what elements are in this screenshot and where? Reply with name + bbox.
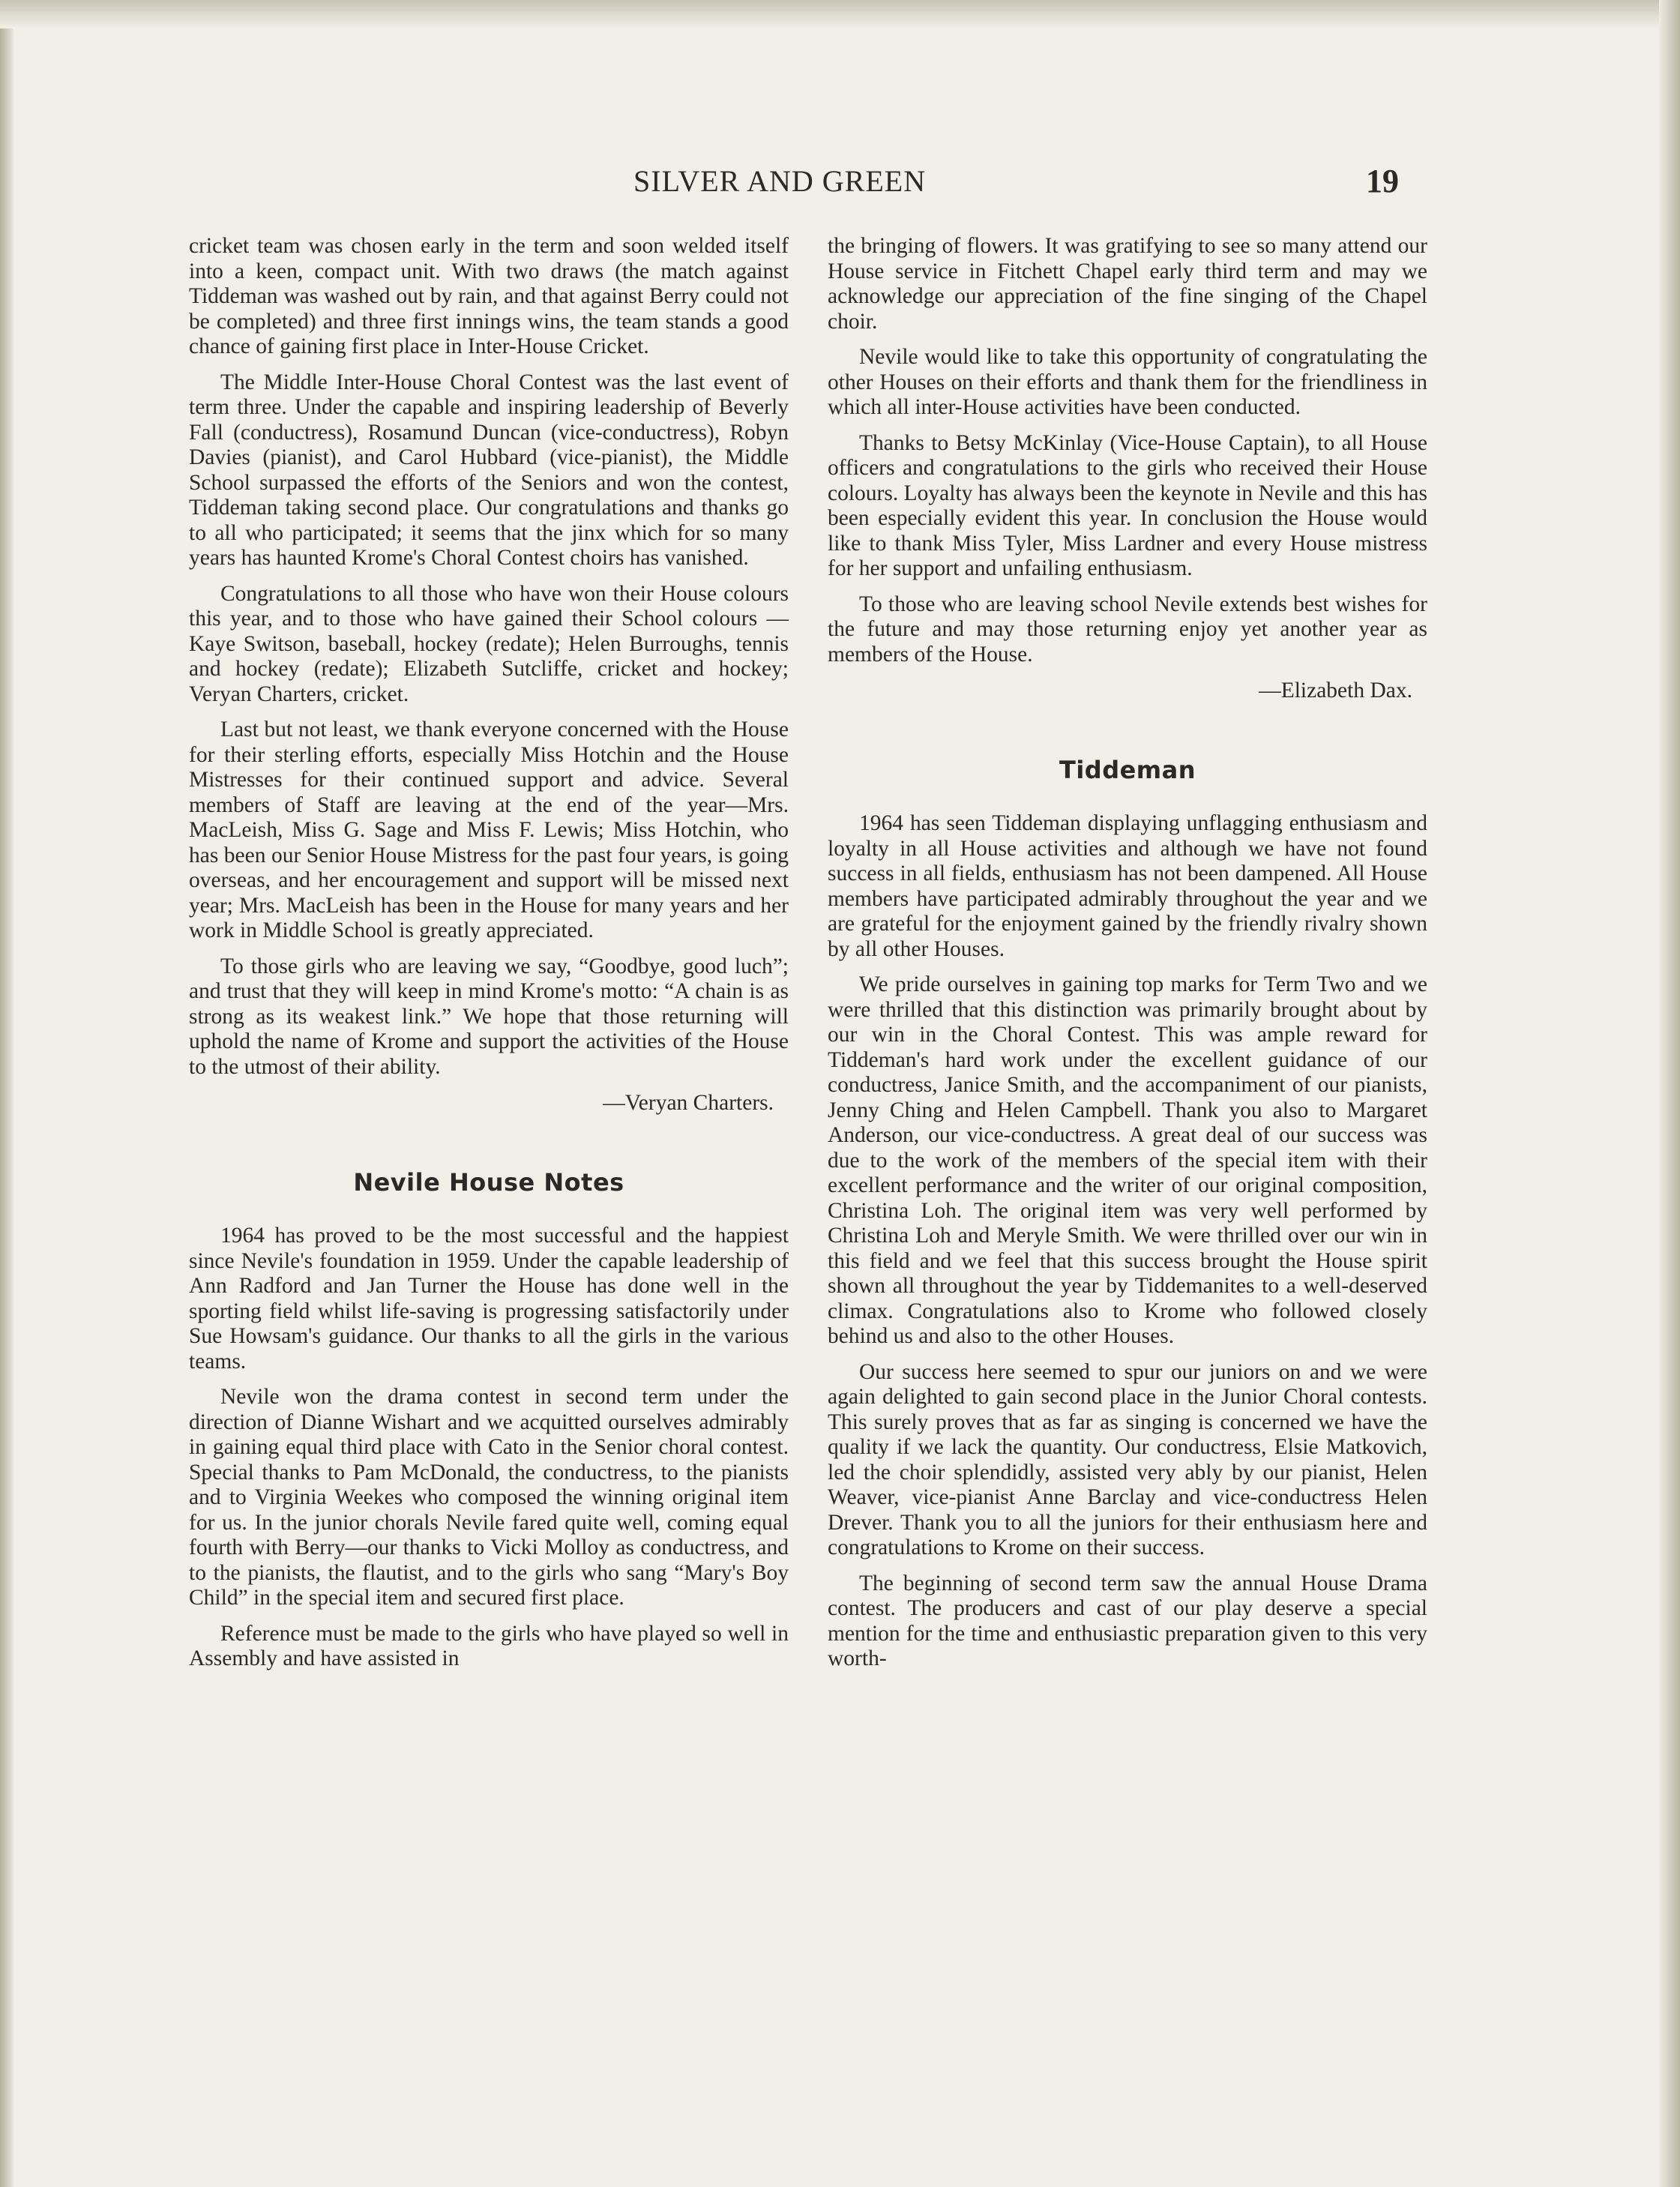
- nevile-heading: Nevile House Notes: [353, 1168, 624, 1197]
- running-header-title: SILVER AND GREEN: [633, 164, 927, 198]
- tiddeman-heading: Tiddeman: [1059, 756, 1196, 784]
- nevile-paragraph-4: the bringing of flowers. It was gratifying to see so many attend our House service in Fitchett Chapel early third term and may we acknowledge our appreciation of the fine singing of the Chapel choir.: [828, 234, 1427, 334]
- tiddeman-paragraph-4: The beginning of second term saw the annual House Drama contest. The producers and cast of our play deserve a special mention for the time and enthusiastic preparation given to this very worth-: [828, 1571, 1427, 1670]
- krome-paragraph-3: Congratulations to all those who have won their House colours this year, and to those who have gained their School colours — Kaye Switson, baseball, hockey (redate); Helen Burroughs, tennis and hockey (redate); Elizabeth Sutcliffe, cricket and hockey; Veryan Charters, cricket.: [189, 581, 789, 706]
- krome-paragraph-4: Last but not least, we thank everyone concerned with the House for their sterling efforts, especially Miss Hotchin and the House Mistresses for their continued support and advice. Several members of Staff are leaving at the end of the year—Mrs. MacLeish, Miss G. Sage and Miss F. Lewis; Miss Hotchin, who has been our Senior House Mistress for the past four years, is going overseas, and her encouragement and support will be missed next year; Mrs. MacLeish has been in the House for many years and her work in Middle School is greatly appreciated.: [189, 718, 789, 942]
- left-column: [189, 234, 789, 1682]
- krome-paragraph-2: The Middle Inter-House Choral Contest was the last event of term three. Under the capable and inspiring leadership of Beverly Fall (conductress), Rosamund Duncan (vice-conductress), Robyn Davies (pianist), and Carol Hubbard (vice-pianist), the Middle School surpassed the efforts of the Seniors and won the contest, Tiddeman taking second place. Our congratulations and thanks go to all who participated; it seems that the jinx which for so many years has haunted Krome's Choral Contest choirs has vanished.: [189, 370, 789, 570]
- nevile-paragraph-7: To those who are leaving school Nevile extends best wishes for the future and may those returning enjoy yet another year as members of the House.: [828, 592, 1427, 667]
- nevile-paragraph-5: Nevile would like to take this opportunity of congratulating the other Houses on their efforts and thank them for the friendliness in which all inter-House activities have been conducted.: [828, 345, 1427, 419]
- krome-paragraph-1: cricket team was chosen early in the term and soon welded itself into a keen, compact unit. With two draws (the match against Tiddeman was washed out by rain, and that against Berry could not be completed) and three first innings wins, the team stands a good chance of gaining first place in Inter-House Cricket.: [189, 234, 789, 358]
- nevile-paragraph-3: Reference must be made to the girls who have played so well in Assembly and have assisted in: [189, 1621, 789, 1670]
- nevile-paragraph-2: Nevile won the drama contest in second term under the direction of Dianne Wishart and we acquitted ourselves admirably in gaining equal third place with Cato in the Senior choral contest. Special thanks to Pam McDonald, the conductress, to the pianists and to Virginia Weekes who composed the winning original item for us. In the junior chorals Nevile fared quite well, coming equal fourth with Berry—our thanks to Vicki Molloy as conductress, and to the pianists, the flautist, and to the girls who sang “Mary's Boy Child” in the special item and secured first place.: [189, 1385, 789, 1610]
- tiddeman-paragraph-2: We pride ourselves in gaining top marks for Term Two and we were thrilled that this distinction was primarily brought about by our win in the Choral Contest. This was ample reward for Tiddeman's hard work under the excellent guidance of our conductress, Janice Smith, and the accompaniment of our pianists, Jenny Ching and Helen Campbell. Thank you also to Margaret Anderson, our vice-conductress. A great deal of our success was due to the work of the members of the special item with their excellent performance and the writer of our original composition, Christina Loh. The original item was very well performed by Christina Loh and Meryle Smith. We were thrilled over our win in this field and we feel that this success brought the House spirit shown all throughout the year by Tiddemanites to a well-deserved climax. Congratulations also to Krome who followed closely behind us and also to the other Houses.: [828, 972, 1427, 1348]
- right-column: [828, 234, 1427, 1682]
- krome-paragraph-5: To those girls who are leaving we say, “Goodbye, good luch”; and trust that they will keep in mind Krome's motto: “A chain is as strong as its weakest link.” We hope that those returning will uphold the name of Krome and support the activities of the House to the utmost of their ability.: [189, 954, 789, 1079]
- tiddeman-paragraph-3: Our success here seemed to spur our juniors on and we were again delighted to gain second place in the Junior Choral contests. This surely proves that as far as singing is concerned we have the quality if we lack the quantity. Our conductress, Elsie Matkovich, led the choir splendidly, assisted very ably by our pianist, Helen Weaver, vice-pianist Anne Barclay and vice-conductress Helen Drever. Thank you to all the juniors for their enthusiasm here and congratulations to Krome on their success.: [828, 1359, 1427, 1559]
- page-top-edge: [0, 0, 1680, 28]
- tiddeman-paragraph-1: 1964 has seen Tiddeman displaying unflagging enthusiasm and loyalty in all House activities and although we have not found success in all fields, enthusiasm has not been dampened. All House members have participated admirably throughout the year and we are grateful for the enjoyment gained by the friendly rivalry shown by all other Houses.: [828, 811, 1427, 961]
- krome-signature: —Veryan Charters.: [603, 1091, 774, 1115]
- nevile-paragraph-6: Thanks to Betsy McKinlay (Vice-House Captain), to all House officers and congratulations to the girls who received their House colours. Loyalty has always been the keynote in Nevile and this has been especially evident this year. In conclusion the House would like to thank Miss Tyler, Miss Lardner and every House mistress for her support and unfailing enthusiasm.: [828, 430, 1427, 580]
- page-number: 19: [1366, 163, 1399, 199]
- nevile-paragraph-1: 1964 has proved to be the most successful and the happiest since Nevile's foundation in 1959. Under the capable leadership of Ann Radford and Jan Turner the House has done well in the sporting field whilst life-saving is progressing satisfactorily under Sue Howsam's guidance. Our thanks to all the girls in the various teams.: [189, 1224, 789, 1374]
- page-right-edge: [1659, 0, 1680, 2187]
- page-binding-shadow: [0, 0, 13, 2187]
- nevile-signature: —Elizabeth Dax.: [1259, 679, 1412, 703]
